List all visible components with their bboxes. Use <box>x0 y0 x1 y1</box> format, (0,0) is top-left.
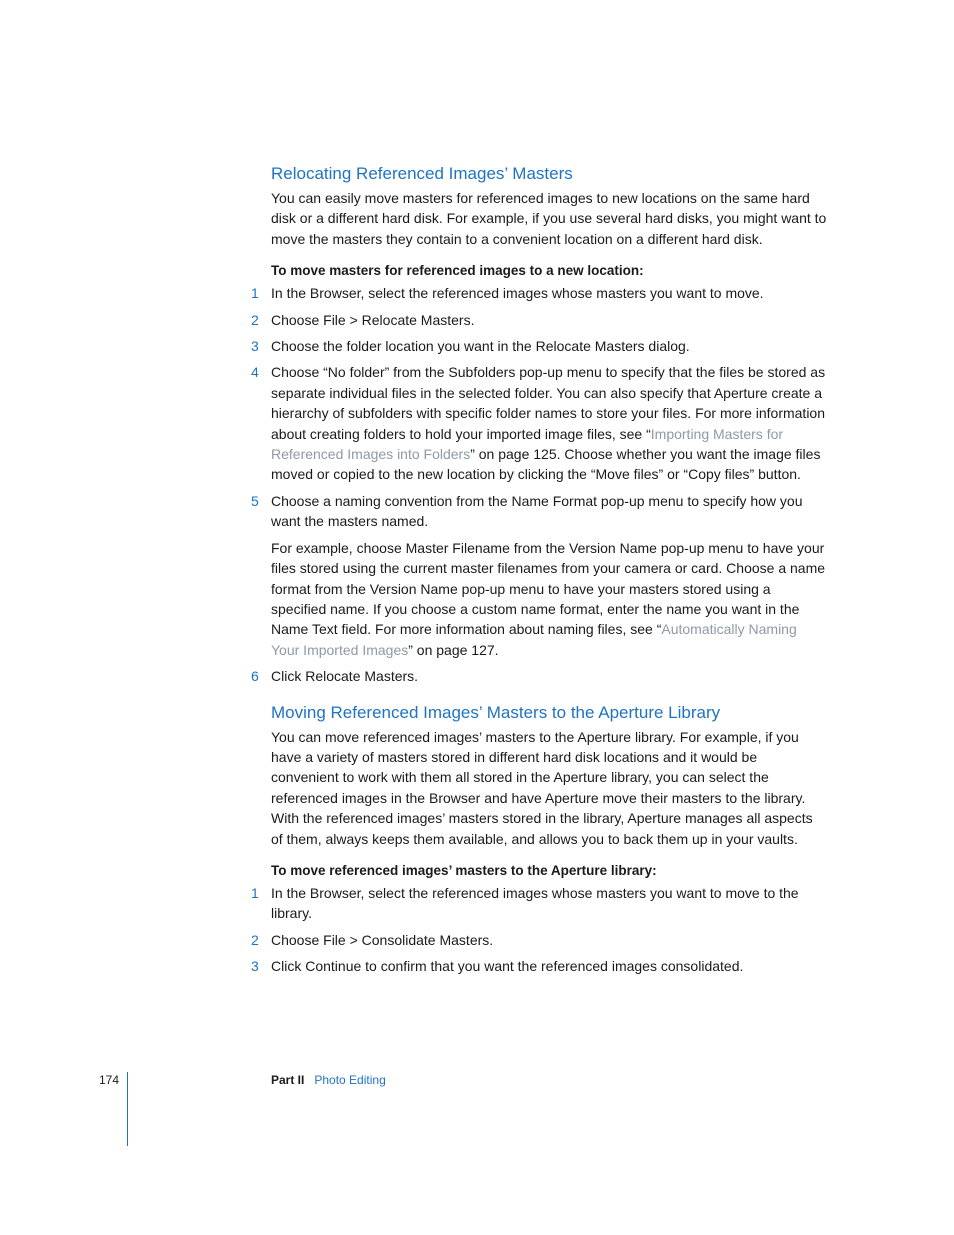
cross-reference-link[interactable]: Automatically Naming Your Imported Images <box>271 621 797 658</box>
section-intro: You can easily move masters for referenced images to new locations on the same hard disk or a different hard disk. For example, if you use several hard disks, you might want to move the masters they contain to a convenient location on a different hard disk. <box>271 190 827 247</box>
step-number: 6 <box>251 668 259 685</box>
step-item <box>251 883 827 924</box>
step-number: 1 <box>251 285 259 302</box>
step-number: 3 <box>251 338 259 355</box>
step-text: Choose File > Relocate Masters. <box>271 311 475 328</box>
part-title: Photo Editing <box>314 1073 386 1087</box>
page-content <box>251 162 827 983</box>
step-list <box>251 883 827 977</box>
part-label: Part II <box>271 1073 305 1087</box>
step-text: Click Relocate Masters. <box>271 668 419 685</box>
step-text: Click Continue to confirm that you want the referenced images consolidated. <box>271 958 744 975</box>
step-text-after-link: ” on page 125. Choose whether you want the image files moved or copied to the new location by clicking the “Move files” or “Copy files” button. <box>271 446 821 483</box>
step-item <box>251 283 827 303</box>
step-text: In the Browser, select the referenced images whose masters you want to move. <box>271 285 764 302</box>
step-item <box>251 491 827 660</box>
procedure-title: To move referenced images’ masters to the Aperture library: <box>271 862 657 878</box>
step-text: Choose File > Consolidate Masters. <box>271 931 494 948</box>
step-extra-paragraph <box>271 538 827 660</box>
extra-text-before-link: For example, choose Master Filename from the Version Name pop-up menu to have your files stored using the current master filenames from your camera or card. Choose a name format from the Version Name pop-up menu to have your masters stored using a specified name. If you choose a custom name format, enter the name you want in the Name Text field. For more information about naming files, see “ <box>271 539 826 638</box>
step-number: 1 <box>251 884 259 901</box>
footer-part <box>271 1072 386 1088</box>
step-item <box>251 930 827 950</box>
page-number: 174 <box>99 1073 120 1087</box>
step-item <box>251 666 827 686</box>
procedure-title: To move masters for referenced images to a new location: <box>271 263 644 279</box>
step-list <box>251 283 827 686</box>
section-heading: Moving Referenced Images’ Masters to the Aperture Library <box>271 702 721 722</box>
step-number: 2 <box>251 311 259 328</box>
extra-text-after-link: ” on page 127. <box>408 641 499 658</box>
step-text: Choose the folder location you want in the Relocate Masters dialog. <box>271 338 690 355</box>
step-text: Choose a naming convention from the Name Format pop-up menu to specify how you want the masters named. <box>271 492 803 530</box>
footer-divider <box>127 1072 128 1146</box>
step-text: In the Browser, select the referenced images whose masters you want to move to the library. <box>271 884 799 922</box>
cross-reference-link[interactable]: Importing Masters for Referenced Images into Folders <box>271 425 784 463</box>
section-relocating-masters <box>251 162 827 687</box>
step-item <box>251 336 827 356</box>
step-item <box>251 362 827 484</box>
section-moving-to-library <box>251 701 827 977</box>
step-number: 3 <box>251 958 259 975</box>
step-number: 2 <box>251 931 259 948</box>
step-item <box>251 310 827 330</box>
step-number: 4 <box>251 364 259 381</box>
step-number: 5 <box>251 492 259 509</box>
step-item <box>251 956 827 976</box>
section-heading: Relocating Referenced Images’ Masters <box>271 164 573 183</box>
section-intro: You can move referenced images’ masters to the Aperture library. For example, if you have a variety of masters stored in different hard disk locations and it would be convenient to work with them all stored in the Aperture library, you can select the referenced images in the Browser and have Aperture move their masters to the library. With the referenced images’ masters stored in the library, Aperture manages all aspects of them, always keeps them available, and allows you to back them up in your vaults. <box>271 728 813 847</box>
step-text-before-link: Choose “No folder” from the Subfolders pop-up menu to specify that the files be stored as separate individual files in the selected folder. You can also specify that Aperture create a hierarchy of subfolders with specific folder names to store your files. For more information about creating folders to hold your imported image files, see “ <box>271 364 826 442</box>
